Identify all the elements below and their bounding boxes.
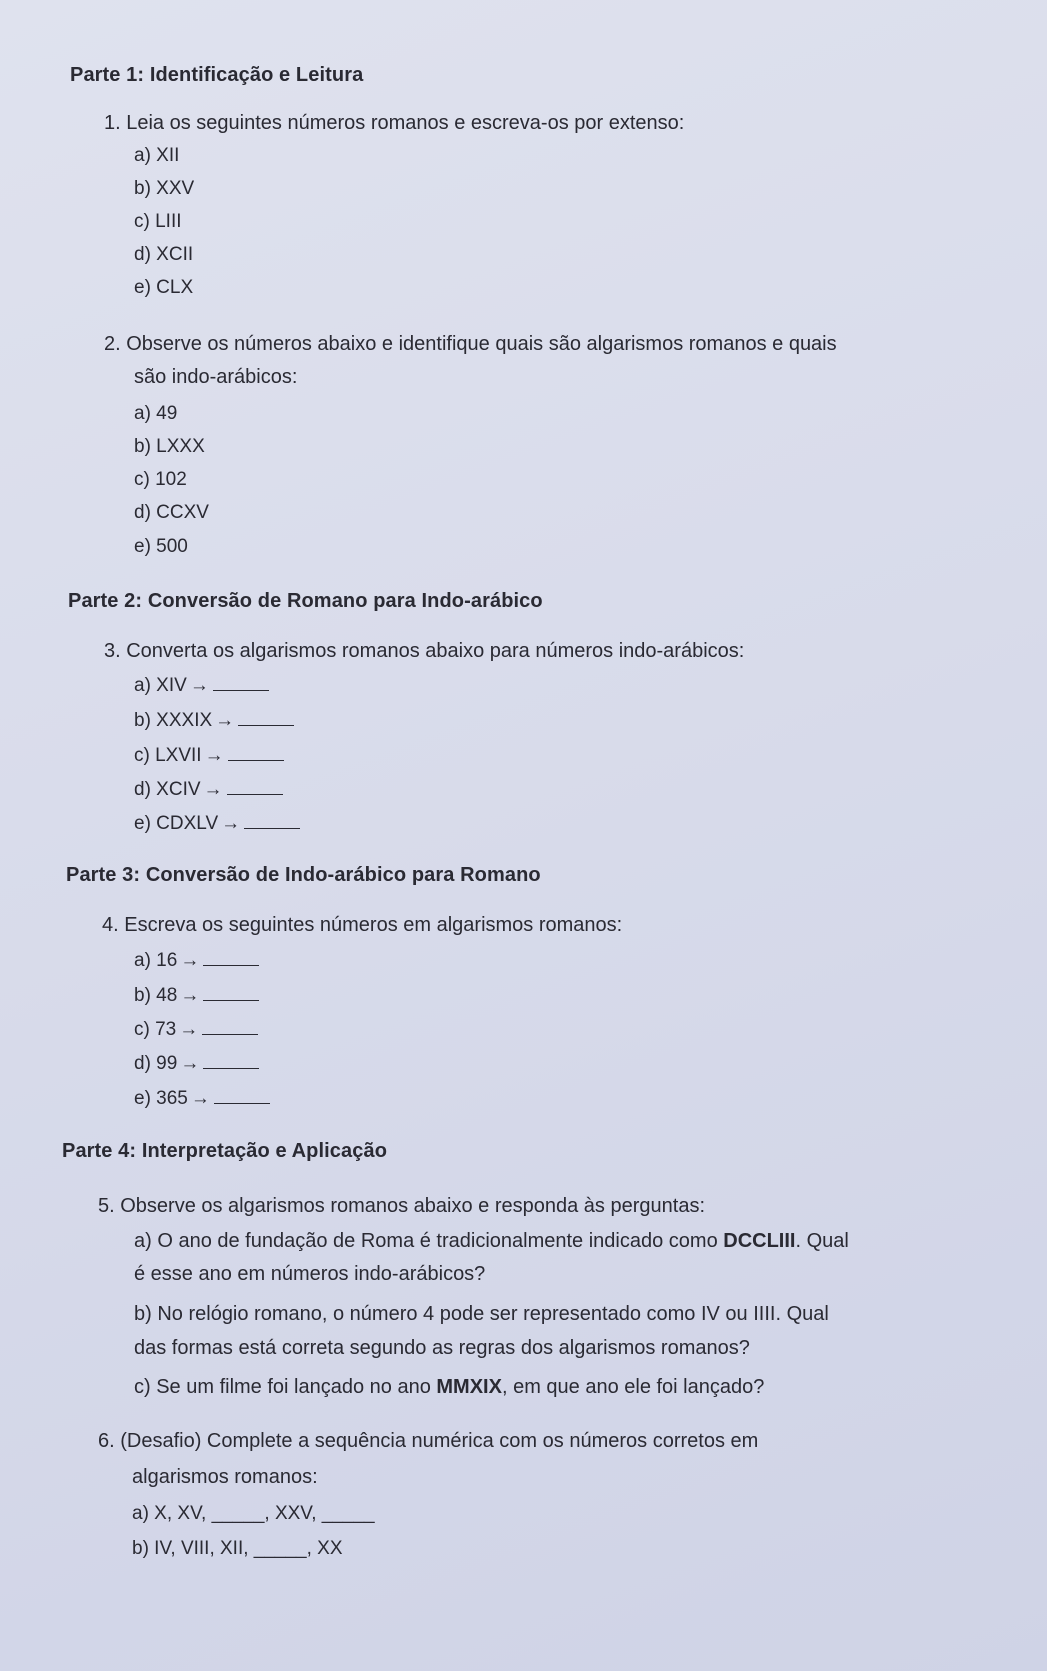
- question-5-text: 5. Observe os algarismos romanos abaixo e responda às perguntas:: [98, 1195, 706, 1217]
- answer-blank[interactable]: [227, 780, 283, 795]
- q3-item-d: d) XCIV →: [134, 779, 283, 801]
- answer-blank[interactable]: [203, 951, 259, 966]
- question-1-text: 1. Leia os seguintes números romanos e escreva-os por extenso:: [104, 112, 685, 134]
- q6-item-b: b) IV, VIII, XII, _____, XX: [132, 1538, 343, 1559]
- answer-blank[interactable]: [214, 1089, 270, 1104]
- q5-part-b-line2: das formas está correta segundo as regras dos algarismos romanos?: [134, 1337, 750, 1359]
- q5-part-a-line2: é esse ano em números indo-arábicos?: [134, 1263, 486, 1285]
- part3-heading: Parte 3: Conversão de Indo-arábico para Romano: [66, 864, 541, 886]
- question-3-text: 3. Converta os algarismos romanos abaixo para números indo-arábicos:: [104, 640, 745, 662]
- q1-item-a: a) XII: [134, 145, 180, 166]
- question-2-text-line1: 2. Observe os números abaixo e identifique quais são algarismos romanos e quais: [104, 333, 837, 355]
- q2-item-e: e) 500: [134, 536, 188, 557]
- q1-item-e: e) CLX: [134, 277, 194, 298]
- answer-blank[interactable]: [213, 676, 269, 691]
- q5-part-a-line1: a) O ano de fundação de Roma é tradicionalmente indicado como DCCLIII. Qual: [134, 1230, 849, 1252]
- part1-heading: Parte 1: Identificação e Leitura: [70, 64, 364, 86]
- q2-item-d: d) CCXV: [134, 502, 209, 523]
- q3-item-e: e) CDXLV →: [134, 813, 300, 835]
- q4-item-c: c) 73 →: [134, 1019, 258, 1041]
- answer-blank[interactable]: [228, 746, 284, 761]
- q3-item-b: b) XXXIX →: [134, 710, 294, 732]
- q4-item-b: b) 48 →: [134, 985, 259, 1007]
- q5-part-b-line1: b) No relógio romano, o número 4 pode ser representado como IV ou IIII. Qual: [134, 1303, 829, 1325]
- answer-blank[interactable]: [202, 1020, 258, 1035]
- q2-item-a: a) 49: [134, 403, 178, 424]
- part4-heading: Parte 4: Interpretação e Aplicação: [62, 1140, 388, 1162]
- q3-item-a: a) XIV →: [134, 675, 269, 697]
- answer-blank[interactable]: [238, 711, 294, 726]
- question-6-line2: algarismos romanos:: [132, 1466, 318, 1488]
- q5-part-c: c) Se um filme foi lançado no ano MMXIX, em que ano ele foi lançado?: [134, 1376, 765, 1398]
- question-6-line1: 6. (Desafio) Complete a sequência numérica com os números corretos em: [98, 1430, 759, 1452]
- q4-item-e: e) 365 →: [134, 1088, 270, 1110]
- q4-item-d: d) 99 →: [134, 1053, 259, 1075]
- answer-blank[interactable]: [203, 1054, 259, 1069]
- answer-blank[interactable]: [244, 814, 300, 829]
- q3-item-c: c) LXVII →: [134, 745, 284, 767]
- q1-item-b: b) XXV: [134, 178, 195, 199]
- q2-item-c: c) 102: [134, 469, 187, 490]
- q4-item-a: a) 16 →: [134, 950, 259, 972]
- q6-item-a: a) X, XV, _____, XXV, _____: [132, 1503, 375, 1524]
- question-2-text-line2: são indo-arábicos:: [134, 366, 298, 388]
- part2-heading: Parte 2: Conversão de Romano para Indo-arábico: [68, 590, 543, 612]
- q1-item-d: d) XCII: [134, 244, 194, 265]
- q1-item-c: c) LIII: [134, 211, 182, 232]
- answer-blank[interactable]: [203, 986, 259, 1001]
- question-4-text: 4. Escreva os seguintes números em algarismos romanos:: [102, 914, 623, 936]
- q2-item-b: b) LXXX: [134, 436, 205, 457]
